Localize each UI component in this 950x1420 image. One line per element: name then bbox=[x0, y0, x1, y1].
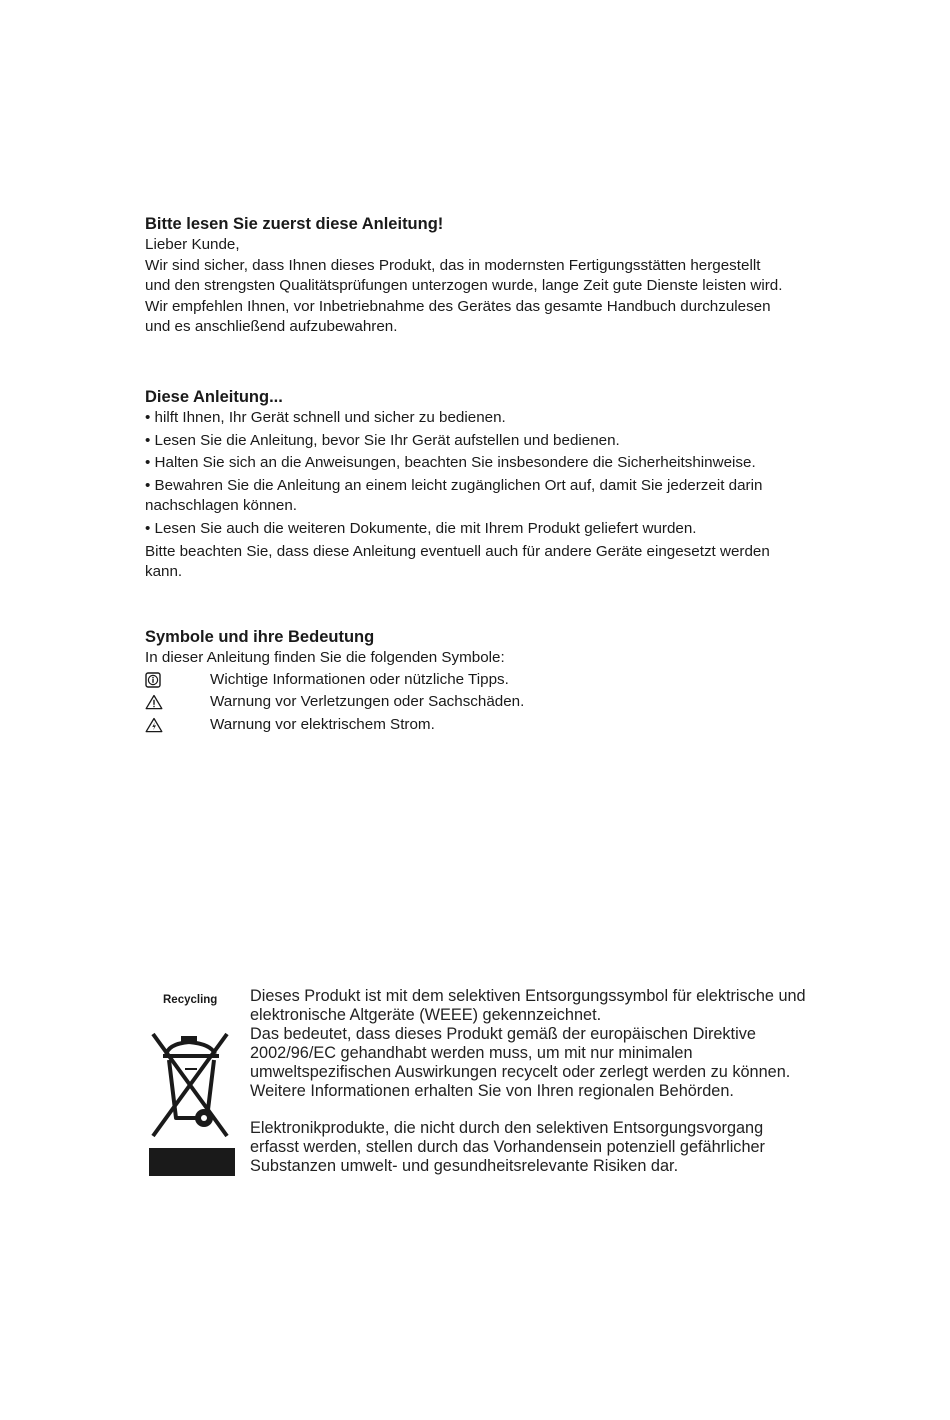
anleitung-bullet: • hilft Ihnen, Ihr Gerät schnell und sicher zu bedienen. bbox=[145, 409, 506, 426]
symbols-section bbox=[145, 626, 785, 736]
warning-icon bbox=[145, 694, 210, 710]
anleitung-note: Bitte beachten Sie, dass diese Anleitung eventuell auch für andere Geräte eingesetzt werden kann. bbox=[145, 542, 770, 581]
symbol-text-electric: Warnung vor elektrischem Strom. bbox=[210, 715, 435, 733]
symbol-row-info bbox=[145, 669, 785, 692]
intro-paragraph-1: Wir sind sicher, dass Ihnen dieses Produkt, das in modernsten Fertigungsstätten hergestellt und den strengsten Qualitätsprüfungen unterzogen wurde, lange Zeit gute Dienste leisten wird. bbox=[145, 256, 783, 295]
anleitung-section bbox=[145, 386, 785, 583]
recycling-paragraph-2: Das bedeutet, dass dieses Produkt gemäß der europäischen Direktive 2002/96/EC gehandhabt werden muss, um mit nur minimalen umweltspezifischen Auswirkungen recycelt oder zerlegt werden zu können. bbox=[250, 1024, 791, 1081]
info-icon bbox=[145, 672, 210, 688]
recycling-label: Recycling bbox=[163, 994, 218, 1006]
symbol-row-electric bbox=[145, 714, 785, 737]
intro-title: Bitte lesen Sie zuerst diese Anleitung! bbox=[145, 215, 444, 233]
recycling-text bbox=[250, 987, 810, 1176]
weee-bin-icon bbox=[149, 1030, 235, 1176]
intro-greeting: Lieber Kunde, bbox=[145, 236, 240, 253]
warning-icon bbox=[145, 717, 210, 733]
anleitung-bullet: • Halten Sie sich an die Anweisungen, beachten Sie insbesondere die Sicherheitshinweise. bbox=[145, 454, 756, 472]
symbol-text-info: Wichtige Informationen oder nützliche Tipps. bbox=[210, 670, 509, 688]
anleitung-bullet: • Lesen Sie auch die weiteren Dokumente, die mit Ihrem Produkt geliefert wurden. bbox=[145, 519, 697, 537]
anleitung-bullet: • Lesen Sie die Anleitung, bevor Sie Ihr Gerät aufstellen und bedienen. bbox=[145, 431, 620, 449]
symbols-intro: In dieser Anleitung finden Sie die folgenden Symbole: bbox=[145, 649, 505, 666]
intro-section bbox=[145, 213, 785, 338]
anleitung-title: Diese Anleitung... bbox=[145, 388, 283, 406]
symbols-title: Symbole und ihre Bedeutung bbox=[145, 628, 375, 646]
intro-paragraph-2: Wir empfehlen Ihnen, vor Inbetriebnahme des Gerätes das gesamte Handbuch durchzulesen und es anschließend aufzubewahren. bbox=[145, 297, 771, 336]
recycling-paragraph-1: Dieses Produkt ist mit dem selektiven Entsorgungssymbol für elektrische und elektronische Altgeräte (WEEE) gekennzeichnet. bbox=[250, 987, 806, 1024]
symbol-row-warning bbox=[145, 691, 785, 714]
symbol-text-warning: Warnung vor Verletzungen oder Sachschäden. bbox=[210, 693, 525, 711]
anleitung-bullet: • Bewahren Sie die Anleitung an einem leicht zugänglichen Ort auf, damit Sie jederzeit darin nachschlagen können. bbox=[145, 476, 763, 515]
paragraph-spacer bbox=[250, 1100, 810, 1119]
recycling-paragraph-3: Weitere Informationen erhalten Sie von Ihren regionalen Behörden. bbox=[250, 1081, 734, 1100]
recycling-paragraph-4: Elektronikprodukte, die nicht durch den selektiven Entsorgungsvorgang erfasst werden, stellen durch das Vorhandensein potenziell gefährlicher Substanzen umwelt- und gesundheitsrelevante Risiken dar. bbox=[250, 1119, 765, 1176]
